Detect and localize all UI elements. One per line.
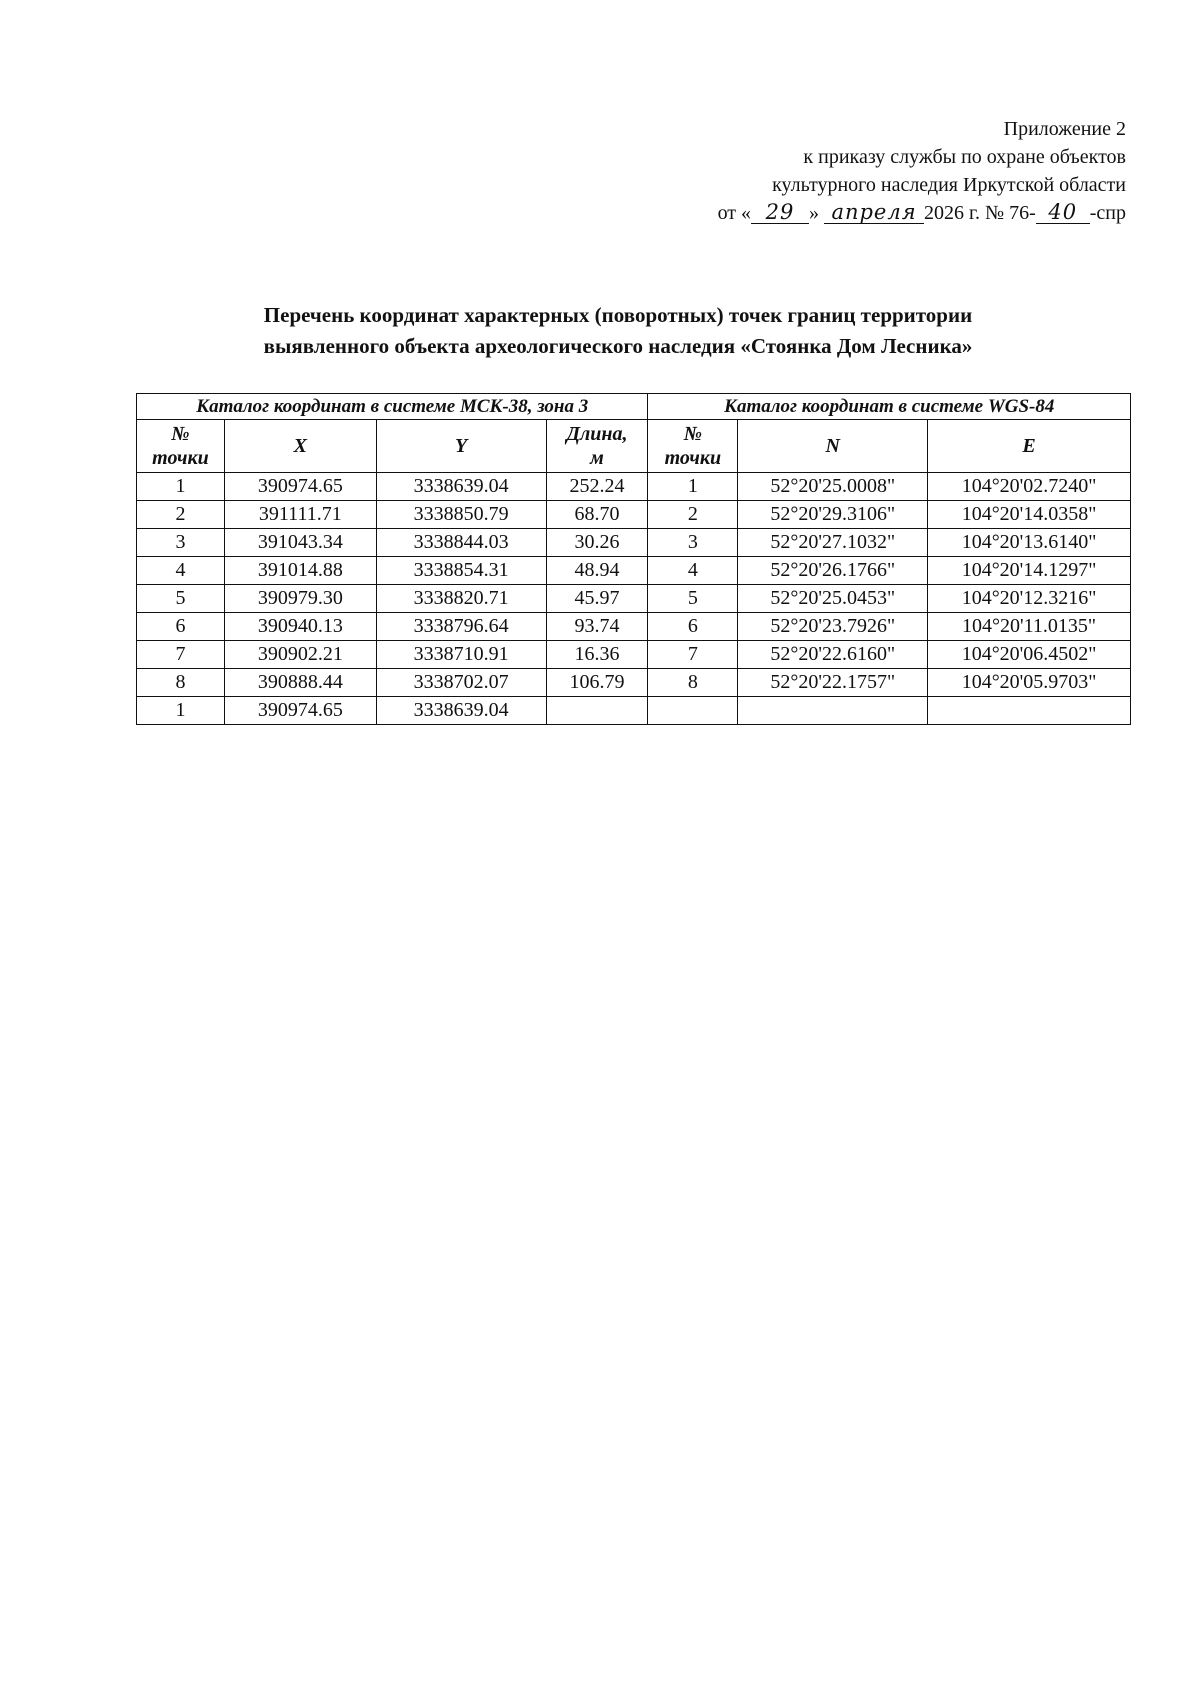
- table-row: [137, 697, 1131, 725]
- cell-e: 104°20'14.1297": [928, 557, 1131, 585]
- cell-x: 390888.44: [224, 669, 376, 697]
- col-header-e: E: [928, 420, 1131, 473]
- document-title: [0, 300, 1200, 362]
- cell-x: 390974.65: [224, 473, 376, 501]
- cell-point-no-wgs: 7: [648, 641, 738, 669]
- cell-y: 3338844.03: [376, 529, 546, 557]
- cell-x: 390974.65: [224, 697, 376, 725]
- cell-x: 390940.13: [224, 613, 376, 641]
- cell-n: 52°20'26.1766": [738, 557, 928, 585]
- cell-y: 3338639.04: [376, 473, 546, 501]
- date-month-handwritten: апреля: [824, 201, 924, 224]
- table-row: [137, 529, 1131, 557]
- cell-point-no-wgs: 3: [648, 529, 738, 557]
- appendix-date-line: [718, 199, 1126, 227]
- cell-point-no: 2: [137, 501, 225, 529]
- table-row: [137, 669, 1131, 697]
- cell-e: 104°20'11.0135": [928, 613, 1131, 641]
- cell-point-no: 5: [137, 585, 225, 613]
- cell-x: 391043.34: [224, 529, 376, 557]
- cell-y: 3338796.64: [376, 613, 546, 641]
- col-header-y: Y: [376, 420, 546, 473]
- cell-n: 52°20'23.7926": [738, 613, 928, 641]
- col-header-x: X: [224, 420, 376, 473]
- cell-point-no: 7: [137, 641, 225, 669]
- table-row: [137, 557, 1131, 585]
- cell-n: 52°20'29.3106": [738, 501, 928, 529]
- cell-point-no-wgs: 6: [648, 613, 738, 641]
- cell-x: 390979.30: [224, 585, 376, 613]
- cell-n: [738, 697, 928, 725]
- cell-point-no: 8: [137, 669, 225, 697]
- cell-length: 252.24: [546, 473, 648, 501]
- cell-point-no: 4: [137, 557, 225, 585]
- cell-n: 52°20'22.1757": [738, 669, 928, 697]
- cell-point-no: 3: [137, 529, 225, 557]
- cell-e: 104°20'05.9703": [928, 669, 1131, 697]
- table-row: [137, 585, 1131, 613]
- cell-n: 52°20'27.1032": [738, 529, 928, 557]
- cell-y: 3338850.79: [376, 501, 546, 529]
- cell-x: 391014.88: [224, 557, 376, 585]
- cell-n: 52°20'25.0453": [738, 585, 928, 613]
- cell-length: 48.94: [546, 557, 648, 585]
- cell-point-no-wgs: 5: [648, 585, 738, 613]
- col-header-n: N: [738, 420, 928, 473]
- date-day-handwritten: 29: [751, 201, 809, 224]
- cell-e: 104°20'14.0358": [928, 501, 1131, 529]
- group-header-wgs: Каталог координат в системе WGS-84: [648, 394, 1131, 420]
- coordinates-table: [136, 393, 1131, 725]
- cell-length: 106.79: [546, 669, 648, 697]
- order-suffix: -спр: [1089, 202, 1126, 224]
- cell-point-no-wgs: 1: [648, 473, 738, 501]
- date-year-part: 2026 г. № 76-: [924, 202, 1036, 224]
- cell-e: [928, 697, 1131, 725]
- table-row: [137, 473, 1131, 501]
- cell-e: 104°20'13.6140": [928, 529, 1131, 557]
- appendix-header: [718, 115, 1126, 227]
- cell-y: 3338639.04: [376, 697, 546, 725]
- title-line-1: Перечень координат характерных (поворотных) точек границ территории: [263, 303, 973, 327]
- col-header-length: Длина, м: [546, 420, 648, 473]
- date-prefix: от «: [717, 202, 752, 224]
- cell-length: [546, 697, 648, 725]
- appendix-line-2: к приказу службы по охране объектов: [803, 146, 1126, 168]
- order-number-handwritten: 40: [1036, 201, 1090, 224]
- cell-n: 52°20'25.0008": [738, 473, 928, 501]
- cell-point-no-wgs: 8: [648, 669, 738, 697]
- cell-y: 3338710.91: [376, 641, 546, 669]
- date-mid: »: [809, 202, 820, 224]
- cell-point-no: 6: [137, 613, 225, 641]
- cell-y: 3338702.07: [376, 669, 546, 697]
- cell-e: 104°20'12.3216": [928, 585, 1131, 613]
- cell-e: 104°20'02.7240": [928, 473, 1131, 501]
- cell-point-no: 1: [137, 473, 225, 501]
- cell-x: 390902.21: [224, 641, 376, 669]
- table-row: [137, 641, 1131, 669]
- table-row: [137, 501, 1131, 529]
- cell-length: 16.36: [546, 641, 648, 669]
- appendix-line-3: культурного наследия Иркутской области: [772, 174, 1126, 196]
- cell-length: 30.26: [546, 529, 648, 557]
- cell-y: 3338854.31: [376, 557, 546, 585]
- col-header-point-no: № точки: [137, 420, 225, 473]
- cell-n: 52°20'22.6160": [738, 641, 928, 669]
- cell-length: 68.70: [546, 501, 648, 529]
- appendix-line-1: Приложение 2: [1003, 118, 1126, 140]
- cell-point-no-wgs: 4: [648, 557, 738, 585]
- cell-point-no-wgs: 2: [648, 501, 738, 529]
- cell-e: 104°20'06.4502": [928, 641, 1131, 669]
- group-header-msk: Каталог координат в системе МСК-38, зона 3: [137, 394, 648, 420]
- title-line-2: выявленного объекта археологического наследия «Стоянка Дом Лесника»: [263, 334, 973, 358]
- table-row: [137, 613, 1131, 641]
- cell-y: 3338820.71: [376, 585, 546, 613]
- cell-point-no-wgs: [648, 697, 738, 725]
- col-header-point-no-wgs: № точки: [648, 420, 738, 473]
- cell-x: 391111.71: [224, 501, 376, 529]
- cell-point-no: 1: [137, 697, 225, 725]
- cell-length: 93.74: [546, 613, 648, 641]
- cell-length: 45.97: [546, 585, 648, 613]
